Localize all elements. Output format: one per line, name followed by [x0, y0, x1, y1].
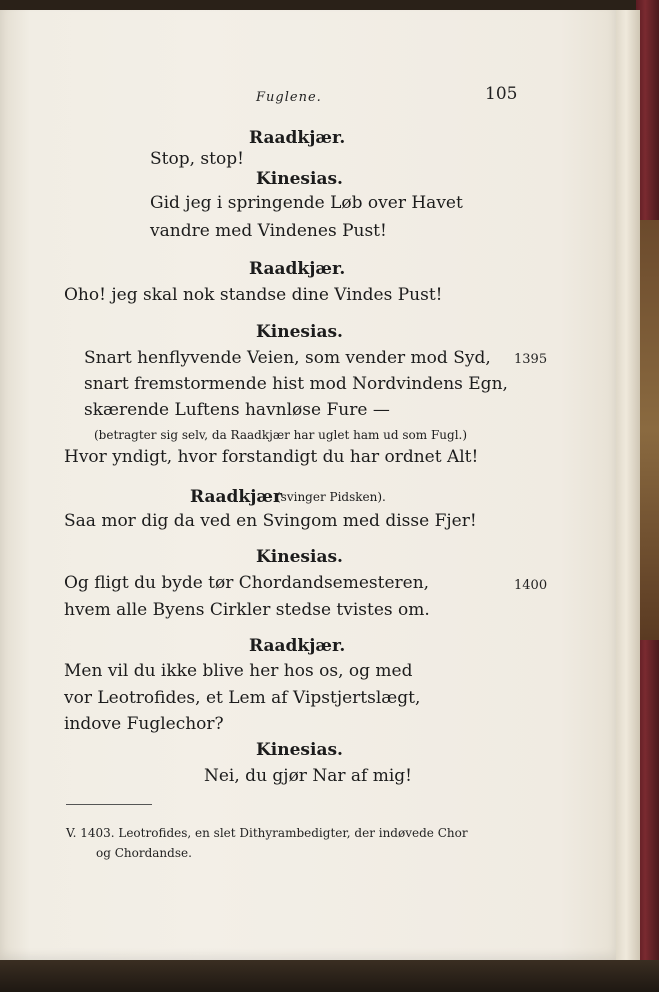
footnote-line: og Chordandse. — [96, 846, 192, 860]
book-cover-edge-lower — [640, 220, 659, 640]
verse-line: vandre med Vindenes Pust! — [150, 221, 387, 241]
speaker-heading: Kinesias. — [256, 322, 343, 342]
verse-line: vor Leotrofides, et Lem af Vipstjertslægt, — [64, 688, 421, 708]
stage-direction: (svinger Pidsken). — [276, 490, 386, 504]
verse-line: Oho! jeg skal nok standse dine Vindes Pust! — [64, 285, 443, 305]
footnote-rule — [66, 804, 152, 805]
running-header: Fuglene. — [256, 90, 322, 105]
verse-line: Stop, stop! — [150, 149, 244, 169]
line-number: 1395 — [514, 352, 548, 367]
speaker-heading: Raadkjær. — [249, 128, 346, 148]
footnote-line: V. 1403. Leotrofides, en slet Dithyrambedigter, der indøvede Chor — [66, 826, 468, 840]
verse-line: Men vil du ikke blive her hos os, og med — [64, 661, 413, 681]
speaker-heading: Raadkjær. — [249, 636, 346, 656]
verse-line: Snart henflyvende Veien, som vender mod Syd, — [84, 348, 491, 368]
speaker-heading: Kinesias. — [256, 169, 343, 189]
verse-line: Gid jeg i springende Løb over Havet — [150, 193, 463, 213]
verse-line: Nei, du gjør Nar af mig! — [204, 766, 412, 786]
speaker-heading: Kinesias. — [256, 547, 343, 567]
page-number: 105 — [485, 84, 518, 104]
line-number: 1400 — [514, 578, 548, 593]
table-surface — [0, 960, 659, 992]
verse-line: Hvor yndigt, hvor forstandigt du har ordnet Alt! — [64, 447, 479, 467]
stage-direction: (betragter sig selv, da Raadkjær har uglet ham ud som Fugl.) — [94, 428, 468, 442]
speaker-heading: Kinesias. — [256, 740, 343, 760]
verse-line: snart fremstormende hist mod Nordvindens Egn, — [84, 374, 508, 394]
verse-line: hvem alle Byens Cirkler stedse tvistes om. — [64, 600, 430, 620]
speaker-heading: Raadkjær. — [249, 259, 346, 279]
book-page — [0, 10, 616, 962]
verse-line: Saa mor dig da ved en Svingom med disse Fjer! — [64, 511, 477, 531]
verse-line: indove Fuglechor? — [64, 714, 224, 734]
verse-line: Og fligt du byde tør Chordandsemesteren, — [64, 573, 430, 593]
page-stack-edge — [612, 10, 640, 960]
speaker-heading: Raadkjær — [190, 487, 282, 507]
verse-line: skærende Luftens havnløse Fure — — [84, 400, 390, 420]
